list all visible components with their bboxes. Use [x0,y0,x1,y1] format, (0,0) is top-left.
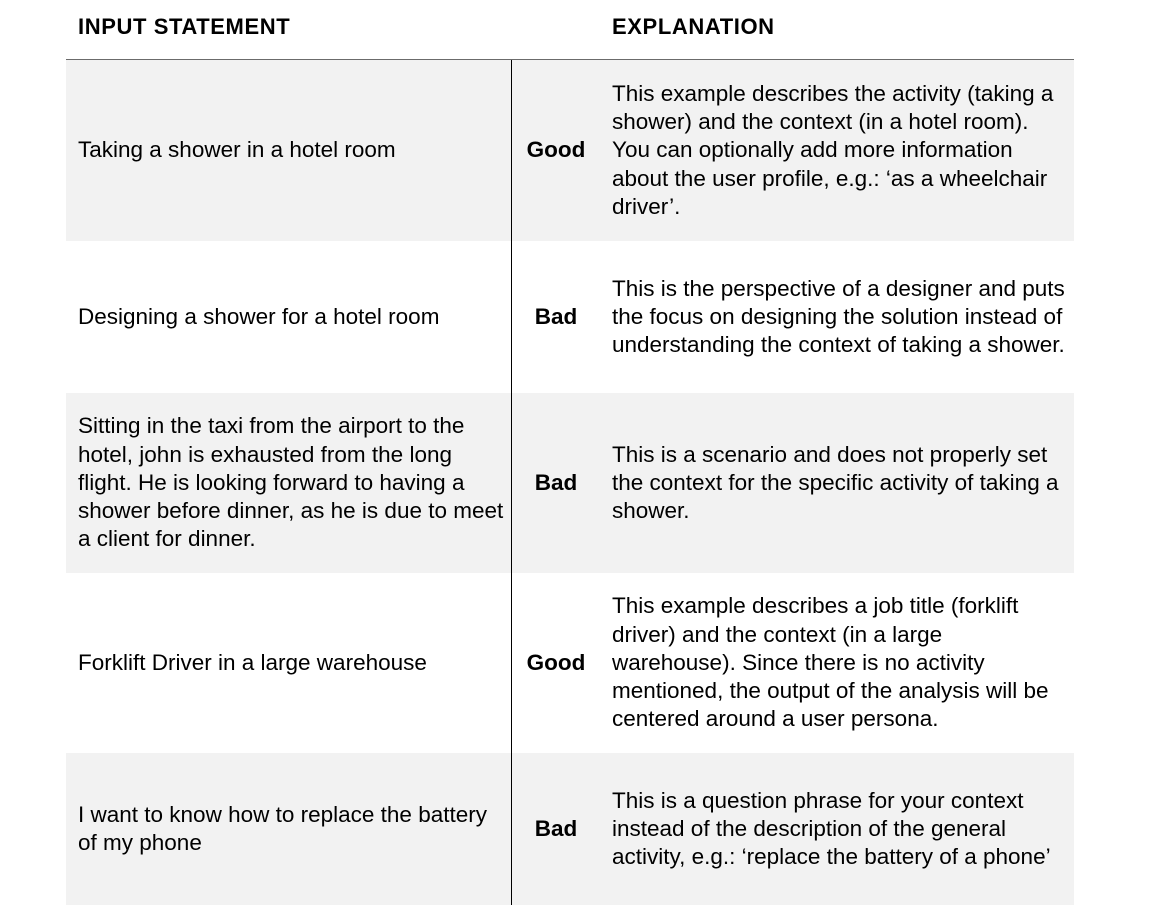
input-statement-cell: Sitting in the taxi from the airport to the hotel, john is exhausted from the long flight. He is looking forward to having a shower before dinner, as he is due to meet a client for dinner. [78,413,504,552]
table-row [66,753,1074,905]
header-explanation: EXPLANATION [612,14,775,39]
header-input-statement: INPUT STATEMENT [78,14,291,39]
table-row [66,60,1074,241]
input-statement-cell: Designing a shower for a hotel room [78,303,440,329]
examples-table [66,0,1074,905]
rating-cell: Good [526,649,586,675]
explanation-cell: This is a question phrase for your context instead of the description of the general activity, e.g.: ‘replace the battery of a phone’ [612,787,1051,870]
table-header [66,0,1074,60]
explanation-cell: This example describes a job title (forklift driver) and the context (in a large warehouse). Since there is no activity mentioned, the output of the analysis will be centered around a user persona. [612,593,1049,732]
rating-cell: Bad [534,815,578,841]
input-statement-cell: Forklift Driver in a large warehouse [78,649,427,675]
rating-cell: Good [526,137,586,163]
explanation-cell: This is a scenario and does not properly set the context for the specific activity of taking a shower. [612,441,1059,524]
input-statement-cell: Taking a shower in a hotel room [78,137,396,163]
rating-cell: Bad [534,469,578,495]
table-row [66,241,1074,393]
input-statement-cell: I want to know how to replace the battery of my phone [78,801,487,855]
rating-cell: Bad [534,303,578,329]
explanation-cell: This is the perspective of a designer and puts the focus on designing the solution instead of understanding the context of taking a shower. [612,275,1065,358]
explanation-cell: This example describes the activity (taking a shower) and the context (in a hotel room). You can optionally add more information about the user profile, e.g.: ‘as a wheelchair driver’. [612,80,1054,219]
table-row [66,573,1074,753]
column-divider [511,60,512,905]
table-row [66,393,1074,573]
